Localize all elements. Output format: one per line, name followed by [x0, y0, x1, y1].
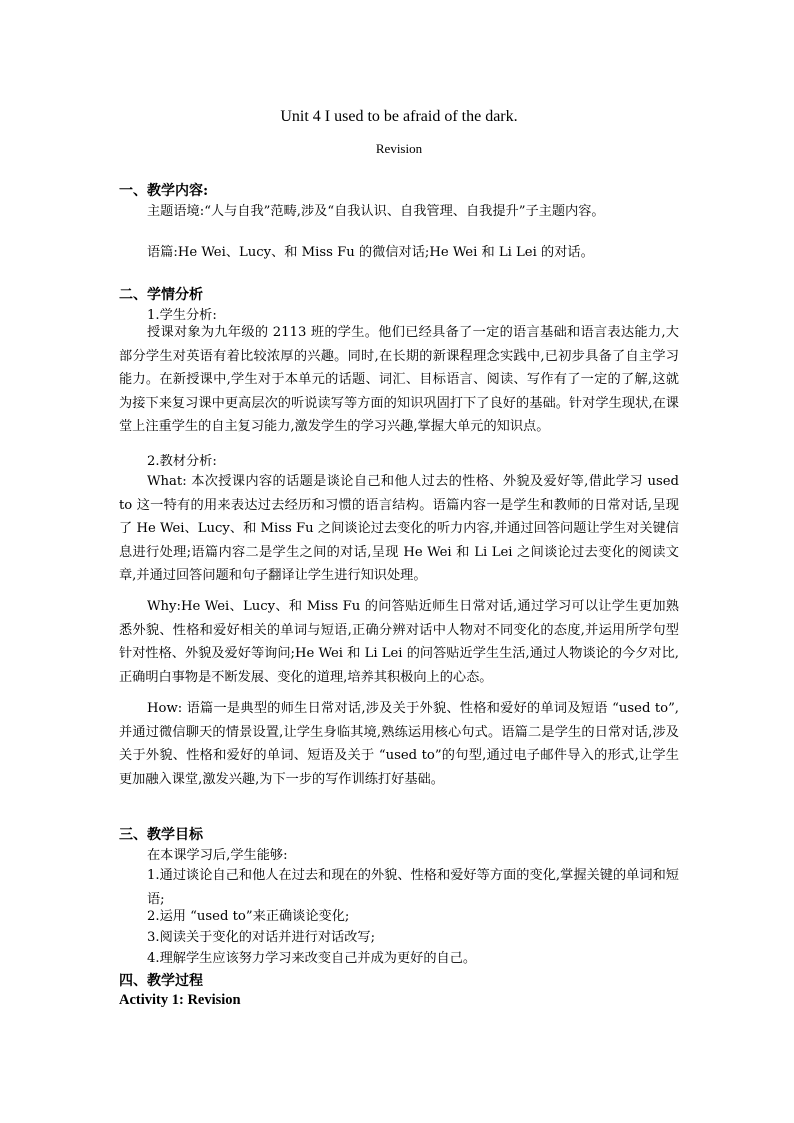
objective-item: 1.通过谈论自己和他人在过去和现在的外貌、性格和爱好等方面的变化,掌握关键的单词和短语; — [147, 868, 679, 907]
paragraph-what: What: 本次授课内容的话题是谈论自己和他人过去的性格、外貌及爱好等,借此学习 used to 这一特有的用来表达过去经历和习惯的语言结构。语篇内容一是学生和教师的日常对话,呈现了 He Wei、Lucy、和 Miss Fu 之间谈论过去变化的听力内容,并通过回答问题让学生对关键信息进行处理;语篇内容二是学生之间的对话,呈现 He Wei 和 Li Lei 之间谈论过去变化的阅读文章,并通过回答问题和句子翻译让学生进行知识处理。 — [119, 474, 679, 583]
section-heading-content: 一、教学内容: — [119, 183, 209, 199]
section-heading-procedure: 四、教学过程 — [119, 973, 203, 989]
section-heading-objectives: 三、教学目标 — [119, 827, 203, 843]
paragraph-discourse: 语篇:He Wei、Lucy、和 Miss Fu 的微信对话;He Wei 和 Li Lei 的对话。 — [147, 245, 594, 260]
subheading-student-analysis: 1.学生分析: — [147, 308, 217, 323]
paragraph-how: How: 语篇一是典型的师生日常对话,涉及关于外貌、性格和爱好的单词及短语 “used to”,并通过微信聊天的情景设置,让学生身临其境,熟练运用核心句式。语篇二是学生的日常对话,涉及关于外貌、性格和爱好的单词、短语及关于 “used to”的句型,通过电子邮件导入的形式,让学生更加融入课堂,激发兴趣,为下一步的写作训练打好基础。 — [119, 701, 679, 787]
activity-heading: Activity 1: Revision — [119, 992, 241, 1008]
document-subtitle: Revision — [375, 141, 423, 156]
document-title: Unit 4 I used to be afraid of the dark. — [280, 108, 518, 125]
objectives-intro: 在本课学习后,学生能够: — [147, 848, 288, 863]
paragraph-why: Why:He Wei、Lucy、和 Miss Fu 的问答贴近师生日常对话,通过学习可以让学生更加熟悉外貌、性格和爱好相关的单词与短语,正确分辨对话中人物对不同变化的态度,并运用所学句型针对性格、外貌及爱好等询问;He Wei 和 Li Lei 的问答贴近学生生活,通过人物谈论的今夕对比,正确明白事物是不断发展、变化的道理,培养其积极向上的心态。 — [119, 599, 679, 685]
paragraph-theme-context: 主题语境:“人与自我”范畴,涉及“自我认识、自我管理、自我提升”子主题内容。 — [147, 204, 605, 219]
objective-item: 3.阅读关于变化的对话并进行对话改写; — [147, 930, 376, 945]
objective-item: 4.理解学生应该努力学习来改变自己并成为更好的自己。 — [147, 951, 477, 966]
subheading-textbook-analysis: 2.教材分析: — [147, 454, 217, 469]
paragraph-student-analysis: 授课对象为九年级的 2113 班的学生。他们已经具备了一定的语言基础和语言表达能力,大部分学生对英语有着比较浓厚的兴趣。同时,在长期的新课程理念实践中,已初步具备了自主学习能力。在新授课中,学生对于本单元的话题、词汇、目标语言、阅读、写作有了一定的了解,这就为接下来复习课中更高层次的听说读写等方面的知识巩固打下了良好的基础。针对学生现状,在课堂上注重学生的自主复习能力,激发学生的学习兴趣,掌握大单元的知识点。 — [119, 325, 679, 434]
section-heading-learner-analysis: 二、学情分析 — [119, 287, 203, 303]
objective-item: 2.运用 “used to”来正确谈论变化; — [147, 909, 350, 924]
